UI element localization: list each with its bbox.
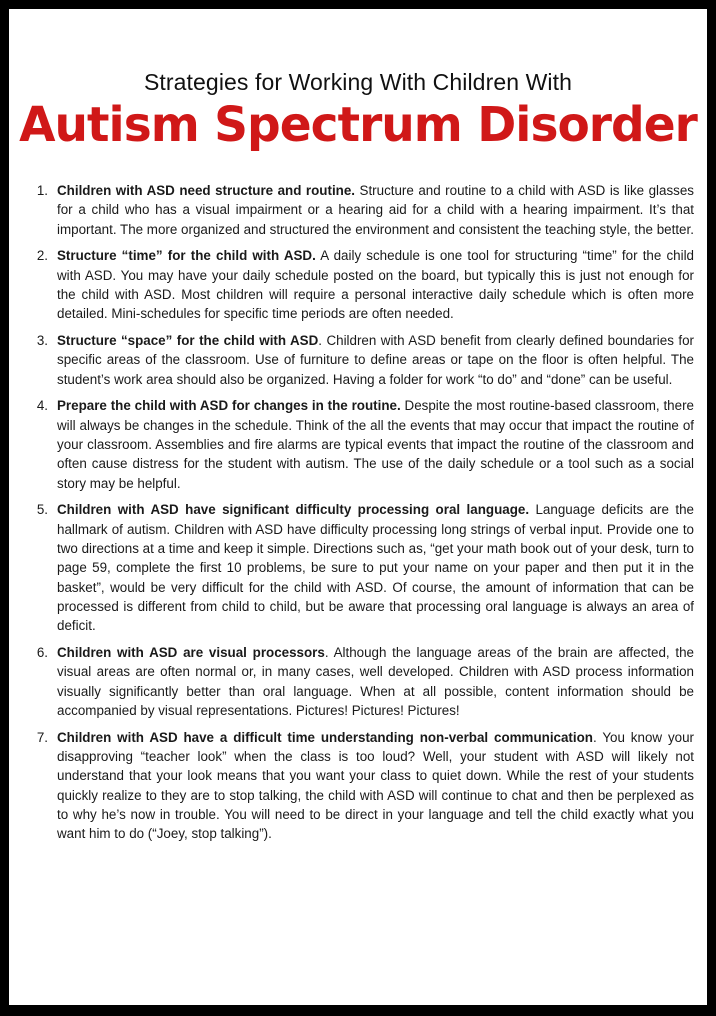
strategy-number: 6.: [36, 645, 48, 661]
strategy-lead: Children with ASD need structure and routine.: [57, 183, 356, 198]
strategy-number: 5.: [36, 502, 48, 518]
strategy-lead: Children with ASD are visual processors: [57, 645, 325, 661]
strategy-lead: Structure “space” for the child with ASD: [57, 333, 319, 349]
document-page: [9, 9, 707, 1005]
strategy-item: [22, 728, 694, 844]
strategy-item: [22, 643, 694, 720]
strategy-text: . You know your disapproving “teacher look” when the class is too loud? Well, your student with ASD will likely not understand that your look means that you want your class to quiet down. While the rest of your students quickly realize to they are to stop talking, the child with ASD will continue to chat and then be perplexed as to why he’s now in trouble. You will need to be direct in your language and tell the child exactly what you want him to do (“Joey, stop talking”).: [57, 729, 694, 842]
strategy-text: A daily schedule is one tool for structuring “time” for the child with ASD. You may have your daily schedule posted on the board, but typically this is just not enough for the child with ASD. Most children will require a personal interactive daily schedule which is often more detailed. Mini-schedules for specific time periods are often needed.: [57, 248, 695, 322]
strategy-text: Language deficits are the hallmark of autism. Children with ASD have difficulty processing long strings of verbal input. Provide one to two directions at a time and keep it simple. Directions such as, “get your math book out of your desk, turn to page 59, complete the first 10 problems, be sure to put your name on your paper and then put it in the basket”, would be very difficult for the child with ASD. Of course, the amount of information that can be processed is different from child to child, but be aware that processing oral language is always an area of deficit.: [57, 502, 694, 634]
strategy-item: [22, 331, 694, 389]
strategy-item: [22, 500, 694, 635]
strategy-text: . Although the language areas of the brain are affected, the visual areas are often normal or, in many cases, well developed. Children with ASD process information visually significantly better than oral language. When at all possible, content information should be accompanied by visual representations. Pictures! Pictures! Pictures!: [57, 645, 694, 718]
strategy-item: [22, 396, 694, 492]
strategy-number: 2.: [36, 248, 48, 264]
strategy-lead: Prepare the child with ASD for changes in the routine.: [57, 398, 401, 414]
strategy-lead: Children with ASD have significant difficulty processing oral language.: [57, 502, 530, 518]
strategy-number: 1.: [36, 183, 48, 198]
strategy-item: [22, 246, 694, 323]
strategy-lead: Structure “time” for the child with ASD.: [57, 248, 316, 264]
strategy-number: 3.: [36, 333, 48, 349]
strategy-list: [22, 181, 694, 851]
strategy-number: 7.: [36, 729, 48, 745]
strategy-item: [22, 181, 694, 239]
strategy-text: . Children with ASD benefit from clearly defined boundaries for specific areas of the classroom. Use of furniture to define areas or tape on the floor is often helpful. The student’s work area should also be organized. Having a folder for work “to do” and “done” can be useful.: [57, 333, 694, 387]
strategy-lead: Children with ASD have a difficult time understanding non-verbal communication: [57, 729, 593, 745]
document-title: Autism Spectrum Disorder: [19, 97, 697, 153]
strategy-text: Despite the most routine-based classroom, there will always be changes in the schedule. Think of the all the events that may occur that impact the routine of your classroom. Assemblies and fire alarms are typical events that impact the routine of the classroom and often cause distress for the student with autism. The use of the daily schedule or a tool such as a social story may be helpful.: [57, 398, 694, 491]
strategy-text: Structure and routine to a child with ASD is like glasses for a child who has a visual impairment or a hearing aid for a child with a hearing impairment. It’s that important. The more organized and structured the environment and consistent the teaching style, the better.: [57, 183, 694, 237]
document-subtitle: Strategies for Working With Children With: [143, 69, 573, 95]
strategy-number: 4.: [36, 398, 48, 414]
